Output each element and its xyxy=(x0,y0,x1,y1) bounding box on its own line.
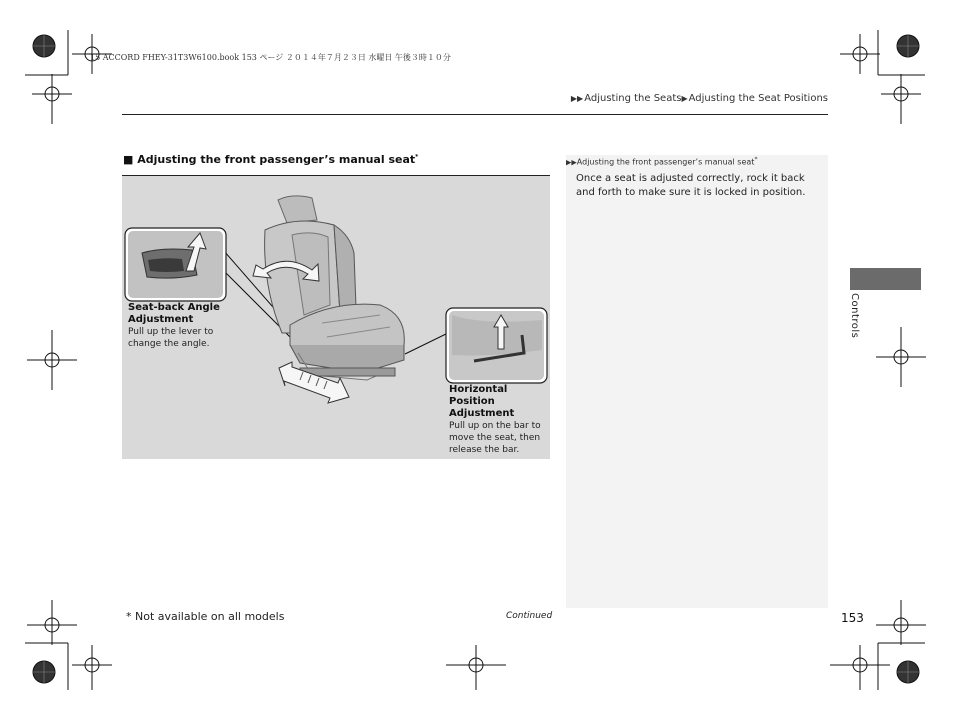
breadcrumb-arrow-icon: ▶ xyxy=(681,94,688,103)
square-bullet-icon: ■ xyxy=(123,153,134,166)
slide-bar-inset xyxy=(446,308,547,383)
breadcrumb-level1[interactable]: Adjusting the Seats xyxy=(584,93,682,104)
callout-title: Adjustment xyxy=(128,314,194,325)
recline-lever-inset xyxy=(125,228,226,301)
footnote-mark: * xyxy=(415,153,419,161)
continued-label: Continued xyxy=(506,611,553,621)
callout-text: Pull up the lever to xyxy=(128,327,214,337)
section-tab[interactable] xyxy=(850,268,921,290)
print-header: 15 ACCORD FHEY-31T3W6100.book 153 ページ ２０１４年７月２３日 水曜日 午後３時１０分 xyxy=(90,53,451,62)
section-title-text: Adjusting the front passenger’s manual seat xyxy=(137,153,416,166)
breadcrumb-arrow-icon: ▶▶ xyxy=(570,94,584,103)
seat-icon xyxy=(265,196,405,380)
horizontal-position-callout xyxy=(449,384,549,456)
header-rule xyxy=(122,114,828,115)
note-arrow-icon: ▶▶ xyxy=(566,158,577,167)
callout-title: Seat-back Angle xyxy=(128,302,220,313)
sidebar-heading-text: Adjusting the front passenger’s manual seat xyxy=(576,157,755,167)
section-tab-label[interactable]: Controls xyxy=(849,293,860,339)
breadcrumb-level2[interactable]: Adjusting the Seat Positions xyxy=(688,93,828,104)
callout-text: move the seat, then xyxy=(449,433,541,443)
breadcrumb xyxy=(571,93,828,104)
callout-text: change the angle. xyxy=(128,339,210,349)
page-number: 153 xyxy=(841,611,864,625)
section-title xyxy=(123,153,418,166)
sidebar-heading xyxy=(566,156,757,167)
footnote: * Not available on all models xyxy=(126,610,285,623)
footnote-mark: * xyxy=(754,156,758,163)
seat-back-angle-callout xyxy=(128,302,238,350)
sidebar-note xyxy=(566,155,828,608)
callout-title: Horizontal Position xyxy=(449,384,508,407)
callout-text: Pull up on the bar to xyxy=(449,421,541,431)
sidebar-text: Once a seat is adjusted correctly, rock it back and forth to make sure it is locked in position. xyxy=(576,173,806,198)
callout-text: release the bar. xyxy=(449,445,520,455)
callout-title: Adjustment xyxy=(449,408,515,419)
